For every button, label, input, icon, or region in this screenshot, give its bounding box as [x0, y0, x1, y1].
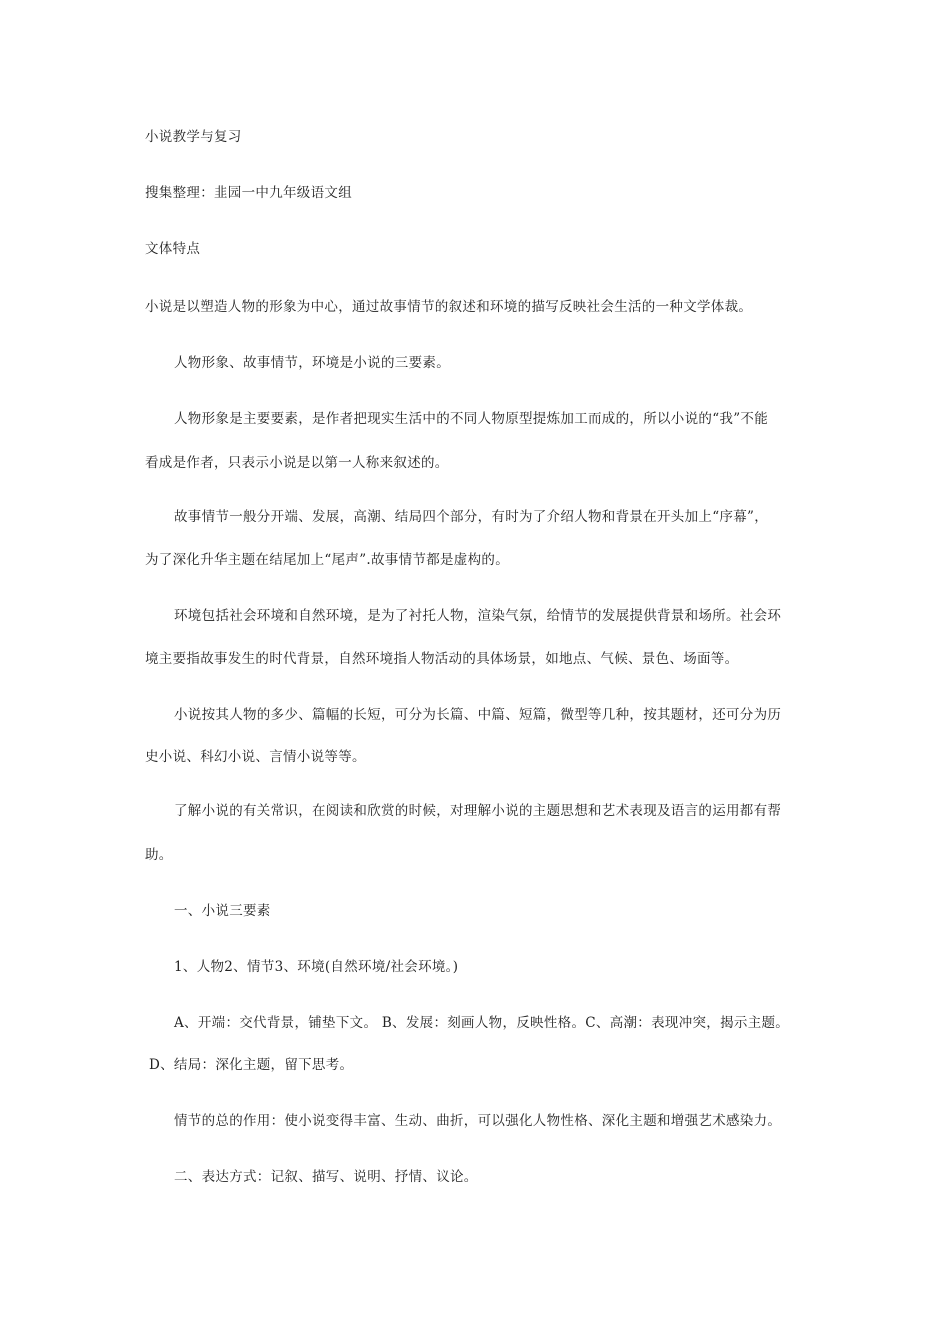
- paragraph-line: D、结局：深化主题，留下思考。: [149, 1057, 354, 1073]
- compiler-line: 搜集整理：韭园一中九年级语文组: [145, 185, 352, 201]
- paragraph-line: 情节的总的作用：使小说变得丰富、生动、曲折，可以强化人物性格、深化主题和增强艺术感染力。: [174, 1113, 782, 1129]
- paragraph-line: 1、人物2、情节3、环境(自然环境/社会环境。): [174, 959, 459, 975]
- document-title: 小说教学与复习: [145, 129, 242, 145]
- paragraph-line: A、开端：交代背景，铺垫下文。 B、发展：刻画人物，反映性格。C、高潮：表现冲突，揭示主题。: [174, 1015, 790, 1031]
- paragraph-line: 人物形象是主要要素，是作者把现实生活中的不同人物原型提炼加工而成的，所以小说的“我”不能: [174, 411, 769, 427]
- paragraph-line: 看成是作者，只表示小说是以第一人称来叙述的。: [145, 455, 449, 471]
- paragraph-line: 人物形象、故事情节，环境是小说的三要素。: [174, 355, 450, 371]
- paragraph-line: 小说是以塑造人物的形象为中心，通过故事情节的叙述和环境的描写反映社会生活的一种文学体裁。: [145, 299, 753, 315]
- paragraph-line: 境主要指故事发生的时代背景，自然环境指人物活动的具体场景，如地点、气候、景色、场面等。: [145, 651, 739, 667]
- paragraph-line: 为了深化升华主题在结尾加上“尾声”.故事情节都是虚构的。: [145, 552, 509, 568]
- section-heading: 二、表达方式：记叙、描写、说明、抒情、议论。: [174, 1169, 478, 1185]
- paragraph-line: 助。: [145, 847, 173, 863]
- paragraph-line: 环境包括社会环境和自然环境，是为了衬托人物，渲染气氛，给情节的发展提供背景和场所。社会环: [174, 608, 782, 624]
- section-heading: 一、小说三要素: [174, 903, 271, 919]
- paragraph-line: 小说按其人物的多少、篇幅的长短，可分为长篇、中篇、短篇，微型等几种，按其题材，还可分为历: [174, 707, 782, 723]
- paragraph-line: 了解小说的有关常识，在阅读和欣赏的时候，对理解小说的主题思想和艺术表现及语言的运用都有帮: [174, 803, 782, 819]
- paragraph-line: 史小说、科幻小说、言情小说等等。: [145, 749, 366, 765]
- paragraph-line: 故事情节一般分开端、发展，高潮、结局四个部分，有时为了介绍人物和背景在开头加上“序幕”，: [174, 509, 769, 525]
- section-heading: 文体特点: [145, 241, 201, 257]
